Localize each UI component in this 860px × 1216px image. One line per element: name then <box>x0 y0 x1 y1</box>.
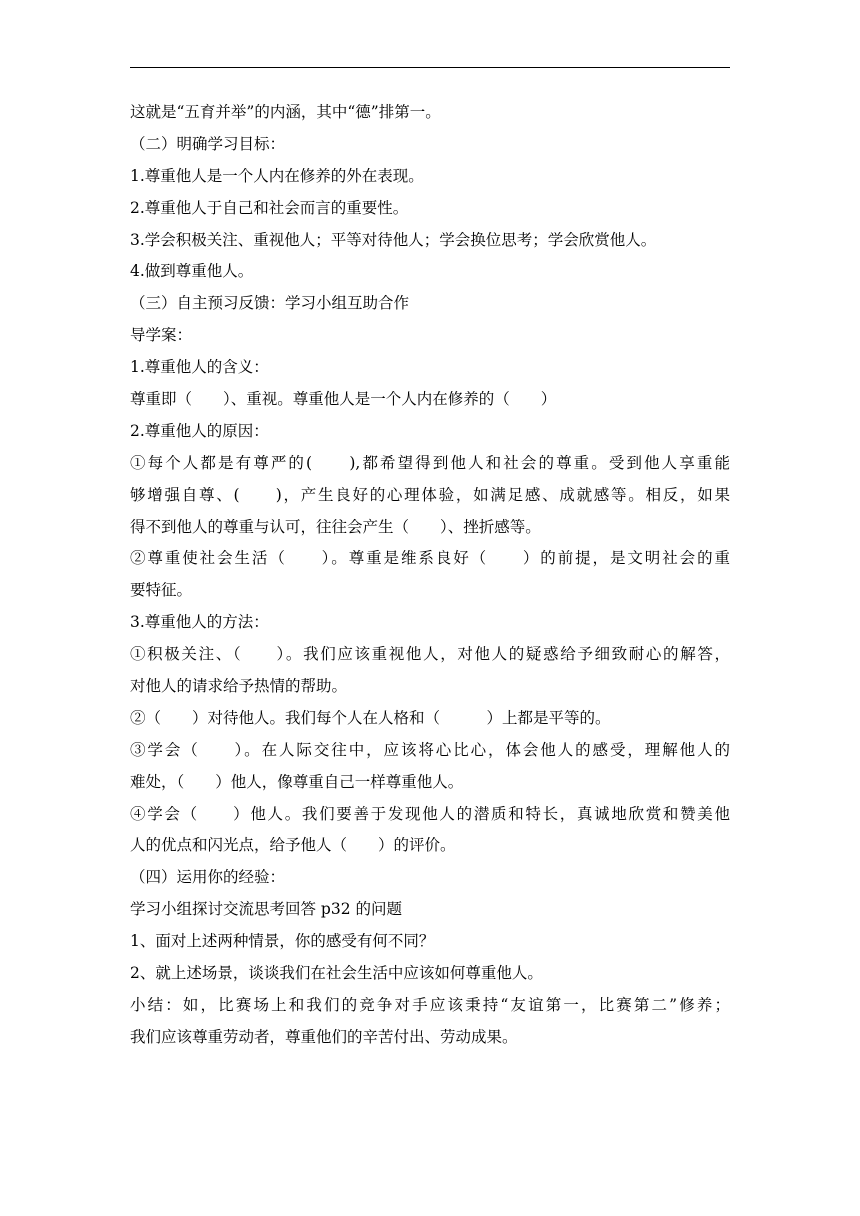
document-body <box>130 97 730 1054</box>
section-heading: （二）明确学习目标： <box>130 134 286 153</box>
section-heading: （四）运用你的经验： <box>130 868 286 887</box>
text-line: ①每个人都是有尊严的( ),都希望得到他人和社会的尊重。受到他人享重能 <box>130 453 730 472</box>
text-line: 导学案： <box>130 326 193 345</box>
text-line: 人的优点和闪光点，给予他人（ ）的评价。 <box>130 836 456 855</box>
text-line: 够增强自尊、( )，产生良好的心理体验，如满足感、成就感等。相反，如果 <box>130 485 730 504</box>
text-line: 2、就上述场景，谈谈我们在社会生活中应该如何尊重他人。 <box>130 964 543 983</box>
text-line: 对他人的请求给予热情的帮助。 <box>130 677 348 696</box>
text-line: 得不到他人的尊重与认可，往往会产生（ ）、挫折感等。 <box>130 517 541 536</box>
header-rule <box>130 67 730 68</box>
section-heading: （三）自主预习反馈：学习小组互助合作 <box>130 294 410 313</box>
text-line: 难处，（ ）他人，像尊重自己一样尊重他人。 <box>130 772 464 791</box>
text-line: 1、面对上述两种情景，你的感受有何不同？ <box>130 932 435 951</box>
text-line: 4.做到尊重他人。 <box>130 262 254 281</box>
text-line: 3.学会积极关注、重视他人；平等对待他人；学会换位思考；学会欣赏他人。 <box>130 230 657 249</box>
text-line: 学习小组探讨交流思考回答 p32 的问题 <box>130 900 403 919</box>
text-line: 尊重即（ ）、重视。尊重他人是一个人内在修养的（ ） <box>130 390 557 409</box>
text-line: ①积极关注、（ ）。我们应该重视他人，对他人的疑惑给予细致耐心的解答， <box>130 645 730 664</box>
text-line: 我们应该尊重劳动者，尊重他们的辛苦付出、劳动成果。 <box>130 1027 518 1046</box>
text-line: ③学会（ ）。在人际交往中，应该将心比心，体会他人的感受，理解他人的 <box>130 740 730 759</box>
text-line: 2.尊重他人于自己和社会而言的重要性。 <box>130 198 409 217</box>
text-line: 3.尊重他人的方法： <box>130 613 269 632</box>
text-line: 1.尊重他人的含义： <box>130 358 269 377</box>
text-line: 小结：如，比赛场上和我们的竞争对手应该秉持“友谊第一，比赛第二”修养； <box>130 995 730 1014</box>
text-line: 2.尊重他人的原因： <box>130 421 269 440</box>
text-line: 这就是“五育并举”的内涵，其中“德”排第一。 <box>130 103 441 121</box>
text-line: ④学会（ ）他人。我们要善于发现他人的潜质和特长，真诚地欣赏和赞美他 <box>130 804 730 823</box>
text-line: ②尊重使社会生活（ ）。尊重是维系良好（ ）的前提，是文明社会的重 <box>130 549 730 568</box>
text-line: 1.尊重他人是一个人内在修养的外在表现。 <box>130 166 424 185</box>
text-line: 要特征。 <box>130 581 193 600</box>
text-line: ②（ ）对待他人。我们每个人在人格和（ ）上都是平等的。 <box>130 708 611 727</box>
